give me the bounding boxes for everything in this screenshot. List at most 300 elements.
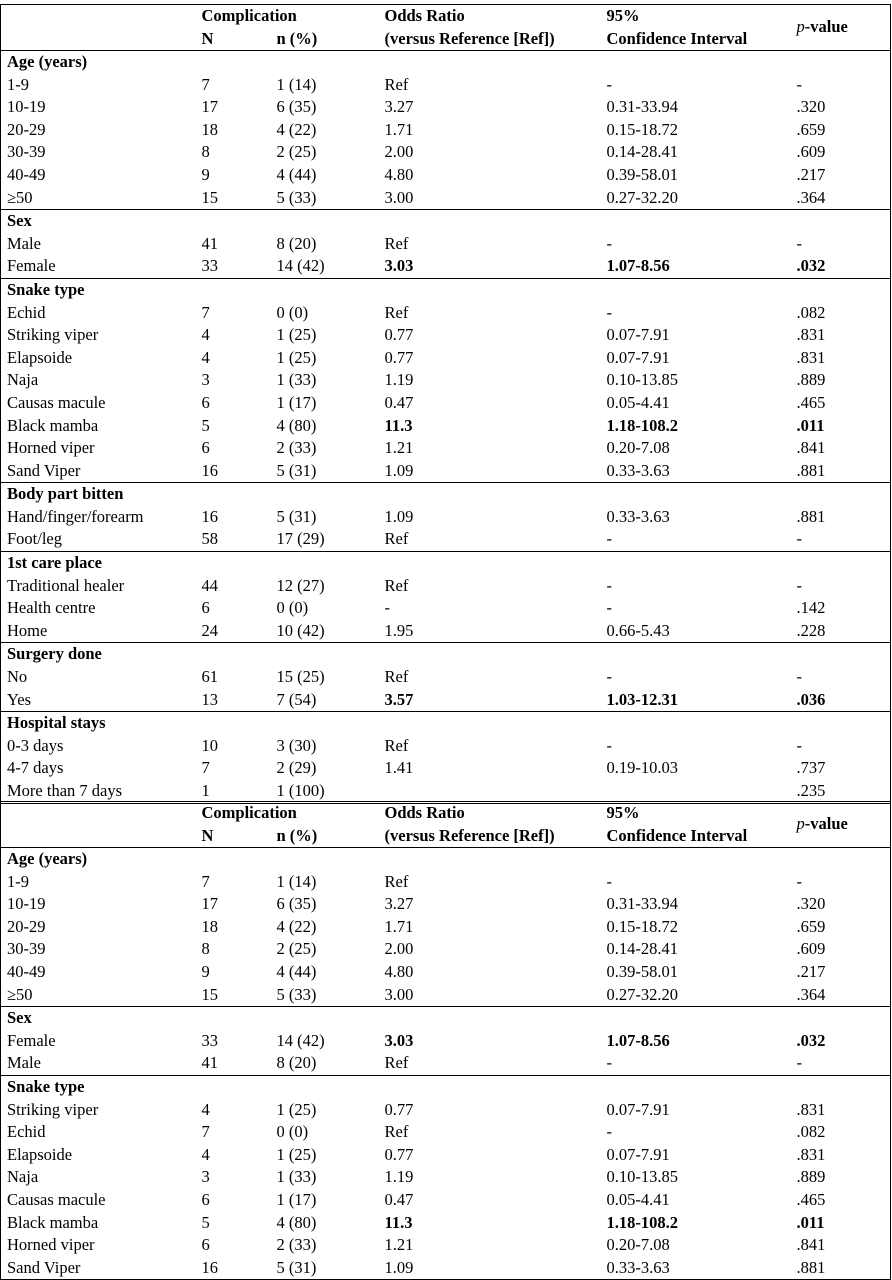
row-p-value: - (796, 575, 802, 595)
row-n: 7 (201, 871, 210, 891)
row-n-pct: 15 (25) (276, 667, 325, 687)
row-label: Black mamba (7, 1212, 99, 1232)
row-p-value: .659 (796, 916, 826, 936)
table-row (1, 1030, 891, 1053)
row-odds-ratio: 3.57 (384, 689, 414, 709)
header-row-2 (1, 28, 891, 51)
row-n: 5 (201, 415, 210, 435)
row-p-value: - (796, 233, 802, 253)
row-odds-ratio: 3.00 (384, 984, 414, 1004)
table-row (1, 597, 891, 620)
row-label: Striking viper (7, 325, 99, 345)
row-p-value: - (796, 871, 802, 891)
row-label: Echid (7, 1122, 46, 1142)
row-label: ≥50 (7, 984, 33, 1004)
row-label: Naja (7, 370, 39, 390)
section-title: Snake type (1, 278, 891, 301)
row-confidence-interval: 0.33-3.63 (606, 460, 670, 480)
row-odds-ratio: 1.09 (384, 506, 414, 526)
row-n-pct: 1 (14) (276, 871, 317, 891)
row-confidence-interval: 1.07-8.56 (606, 256, 670, 276)
row-n-pct: 10 (42) (276, 620, 325, 640)
row-n-pct: 5 (33) (276, 984, 317, 1004)
row-n-pct: 4 (22) (276, 119, 317, 139)
header-ci-percent: 95% (606, 6, 640, 25)
row-p-value: .036 (796, 689, 826, 709)
header-p-rest: -value (804, 814, 848, 834)
table-row (1, 187, 891, 210)
row-label: Sand Viper (7, 460, 81, 480)
row-p-value: .032 (796, 1030, 826, 1050)
row-odds-ratio: 11.3 (384, 415, 413, 435)
table-row (1, 1234, 891, 1257)
row-n: 1 (201, 781, 210, 800)
row-label: Horned viper (7, 1235, 95, 1255)
row-label: 0-3 days (7, 735, 64, 755)
row-odds-ratio: 0.77 (384, 1099, 414, 1119)
header-odds-ratio: Odds Ratio (384, 6, 465, 25)
table-row (1, 119, 891, 142)
row-confidence-interval: 0.07-7.91 (606, 1144, 670, 1164)
row-label: Horned viper (7, 438, 95, 458)
row-label: Causas macule (7, 1189, 106, 1209)
section-row (1, 552, 891, 575)
row-n-pct: 4 (22) (276, 916, 317, 936)
row-odds-ratio: Ref (384, 1122, 409, 1142)
header-blank (1, 825, 196, 848)
row-p-value: .320 (796, 97, 826, 117)
row-odds-ratio: 1.21 (384, 438, 414, 458)
row-n: 6 (201, 1189, 210, 1209)
section-row (1, 278, 891, 301)
header-n-pct: n (%) (271, 825, 379, 848)
row-odds-ratio: 0.77 (384, 325, 414, 345)
row-p-value: .364 (796, 187, 826, 207)
row-p-value: .659 (796, 119, 826, 139)
row-label: Female (7, 256, 56, 276)
header-p-rest: -value (804, 17, 848, 37)
row-n: 7 (201, 1122, 210, 1142)
row-odds-ratio: 11.3 (384, 1212, 413, 1232)
row-n-pct: 3 (30) (276, 735, 317, 755)
row-confidence-interval: - (606, 1122, 612, 1142)
row-label: 30-39 (7, 142, 46, 162)
row-n-pct: 8 (20) (276, 1053, 317, 1073)
row-n-pct: 1 (14) (276, 74, 317, 94)
row-p-value: .737 (796, 758, 826, 778)
table-row (1, 620, 891, 643)
table-row (1, 1099, 891, 1122)
header-blank (1, 28, 196, 51)
header-row-2 (1, 825, 891, 848)
header-confidence-interval: Confidence Interval (601, 825, 791, 848)
table-row (1, 735, 891, 758)
header-blank (1, 802, 196, 825)
row-p-value: .364 (796, 984, 826, 1004)
row-n-pct: 6 (35) (276, 894, 317, 914)
table-row (1, 460, 891, 483)
table-row (1, 437, 891, 460)
row-label: 30-39 (7, 939, 46, 959)
section-row (1, 643, 891, 666)
row-n: 24 (201, 620, 218, 640)
row-p-value: .032 (796, 256, 826, 276)
table-row (1, 74, 891, 97)
row-confidence-interval: 0.07-7.91 (606, 325, 670, 345)
row-odds-ratio: 1.19 (384, 370, 414, 390)
header-row-1 (1, 5, 891, 28)
row-odds-ratio: 1.71 (384, 119, 414, 139)
row-n: 4 (201, 1144, 210, 1164)
table-row (1, 415, 891, 438)
row-odds-ratio: 3.03 (384, 1030, 414, 1050)
header-p-italic: p (796, 17, 805, 37)
row-n: 8 (201, 939, 210, 959)
row-n: 33 (201, 1030, 218, 1050)
row-label: Male (7, 1053, 41, 1073)
table-row (1, 141, 891, 164)
row-n-pct: 1 (17) (276, 1189, 317, 1209)
row-p-value: - (796, 667, 802, 687)
table-row (1, 1052, 891, 1075)
row-n-pct: 2 (25) (276, 142, 317, 162)
row-confidence-interval: - (606, 871, 612, 891)
table-row (1, 1257, 891, 1280)
row-p-value: .235 (796, 781, 826, 800)
row-n: 4 (201, 347, 210, 367)
row-p-value: .320 (796, 894, 826, 914)
row-odds-ratio: 1.71 (384, 916, 414, 936)
row-odds-ratio: Ref (384, 529, 409, 549)
row-odds-ratio: Ref (384, 233, 409, 253)
row-n: 6 (201, 392, 210, 412)
row-n: 5 (201, 1212, 210, 1232)
section-row (1, 848, 891, 871)
row-p-value: .011 (796, 1212, 825, 1232)
table-row (1, 1121, 891, 1144)
table-row (1, 96, 891, 119)
row-odds-ratio: 1.09 (384, 1257, 414, 1277)
row-n: 18 (201, 119, 218, 139)
row-label: 20-29 (7, 916, 46, 936)
results-table-2 (0, 801, 891, 1280)
row-confidence-interval: - (606, 735, 612, 755)
row-n: 7 (201, 758, 210, 778)
row-n: 9 (201, 164, 210, 184)
row-n-pct: 5 (31) (276, 506, 317, 526)
table-row (1, 666, 891, 689)
row-label: 40-49 (7, 164, 46, 184)
table-row (1, 689, 891, 712)
row-p-value: - (796, 74, 802, 94)
row-p-value: .082 (796, 302, 826, 322)
header-complication: Complication (201, 6, 297, 25)
row-odds-ratio: 2.00 (384, 142, 414, 162)
row-p-value: .082 (796, 1122, 826, 1142)
row-label: Elapsoide (7, 1144, 73, 1164)
header-odds-ratio: Odds Ratio (384, 803, 465, 822)
table-row (1, 757, 891, 780)
row-label: Female (7, 1030, 56, 1050)
row-confidence-interval: 0.10-13.85 (606, 1167, 678, 1187)
row-odds-ratio: 3.27 (384, 894, 414, 914)
row-n-pct: 4 (44) (276, 164, 317, 184)
row-n-pct: 8 (20) (276, 233, 317, 253)
row-n: 6 (201, 598, 210, 618)
row-confidence-interval: 0.10-13.85 (606, 370, 678, 390)
row-label: Causas macule (7, 392, 106, 412)
section-title: Hospital stays (1, 712, 891, 735)
row-confidence-interval: - (606, 575, 612, 595)
row-odds-ratio: 4.80 (384, 961, 414, 981)
row-p-value: .889 (796, 1167, 826, 1187)
row-confidence-interval: 0.15-18.72 (606, 916, 678, 936)
row-p-value: .841 (796, 438, 826, 458)
table-row (1, 1212, 891, 1235)
header-confidence-interval: Confidence Interval (601, 28, 791, 51)
row-label: Foot/leg (7, 529, 63, 549)
row-odds-ratio: 0.47 (384, 1189, 414, 1209)
table-row (1, 347, 891, 370)
row-confidence-interval: 0.33-3.63 (606, 1257, 670, 1277)
row-n: 10 (201, 735, 218, 755)
row-confidence-interval: - (606, 74, 612, 94)
section-title: Sex (1, 210, 891, 233)
row-p-value: - (796, 735, 802, 755)
table-row (1, 392, 891, 415)
row-confidence-interval (601, 780, 791, 803)
row-odds-ratio: 1.19 (384, 1167, 414, 1187)
row-n-pct: 4 (80) (276, 1212, 317, 1232)
row-n: 3 (201, 370, 210, 390)
row-n-pct: 2 (25) (276, 939, 317, 959)
row-label: Elapsoide (7, 347, 73, 367)
row-confidence-interval: 0.07-7.91 (606, 347, 670, 367)
row-p-value: .831 (796, 325, 826, 345)
row-n-pct: 0 (0) (276, 1122, 309, 1142)
row-odds-ratio: Ref (384, 575, 409, 595)
row-n-pct: 2 (33) (276, 438, 317, 458)
row-p-value: - (796, 529, 802, 549)
row-n: 13 (201, 689, 218, 709)
row-odds-ratio: Ref (384, 302, 409, 322)
row-confidence-interval: 0.07-7.91 (606, 1099, 670, 1119)
section-row (1, 210, 891, 233)
row-n: 16 (201, 460, 218, 480)
row-n: 15 (201, 187, 218, 207)
table-row (1, 302, 891, 325)
row-odds-ratio: - (384, 598, 390, 618)
row-odds-ratio: Ref (384, 735, 409, 755)
row-n: 17 (201, 97, 218, 117)
row-label: Black mamba (7, 415, 99, 435)
row-p-value: .831 (796, 1144, 826, 1164)
row-n-pct: 2 (29) (276, 758, 317, 778)
row-label: 20-29 (7, 119, 46, 139)
row-confidence-interval: 0.39-58.01 (606, 961, 678, 981)
section-title: Age (years) (7, 52, 88, 71)
row-confidence-interval: 0.05-4.41 (606, 1189, 670, 1209)
table-row (1, 984, 891, 1007)
row-odds-ratio: 3.03 (384, 256, 414, 276)
row-n-pct: 7 (54) (276, 689, 317, 709)
header-odds-ratio-ref: (versus Reference [Ref]) (379, 825, 601, 848)
row-confidence-interval: 1.18-108.2 (606, 415, 678, 435)
row-label: Yes (7, 689, 32, 709)
row-confidence-interval: - (606, 667, 612, 687)
row-confidence-interval: 1.07-8.56 (606, 1030, 670, 1050)
section-title: 1st care place (1, 552, 891, 575)
row-confidence-interval: 1.03-12.31 (606, 689, 678, 709)
row-n-pct: 1 (25) (276, 347, 317, 367)
row-n: 7 (201, 74, 210, 94)
row-label: Naja (7, 1167, 39, 1187)
row-n-pct: 1 (17) (276, 392, 317, 412)
table-row (1, 233, 891, 256)
row-label: 1-9 (7, 74, 29, 94)
row-n: 15 (201, 984, 218, 1004)
row-n-pct: 6 (35) (276, 97, 317, 117)
header-complication: Complication (201, 803, 297, 822)
table-row (1, 506, 891, 529)
table-row (1, 893, 891, 916)
header-row-1 (1, 802, 891, 825)
row-n-pct: 1 (100) (276, 781, 325, 800)
row-n-pct: 5 (31) (276, 460, 317, 480)
row-p-value: .609 (796, 939, 826, 959)
header-ci-percent: 95% (606, 803, 640, 822)
row-n-pct: 1 (25) (276, 1144, 317, 1164)
row-odds-ratio: 2.00 (384, 939, 414, 959)
row-confidence-interval: 0.27-32.20 (606, 187, 678, 207)
row-p-value: .881 (796, 506, 826, 526)
row-odds-ratio: Ref (384, 74, 409, 94)
row-label: Health centre (7, 598, 96, 618)
row-n: 16 (201, 1257, 218, 1277)
row-n-pct: 14 (42) (276, 256, 325, 276)
row-p-value: .011 (796, 415, 825, 435)
row-n-pct: 1 (33) (276, 1167, 317, 1187)
row-p-value: .217 (796, 164, 826, 184)
row-n: 17 (201, 894, 218, 914)
row-n-pct: 1 (25) (276, 1099, 317, 1119)
row-odds-ratio: 3.00 (384, 187, 414, 207)
row-confidence-interval: 0.31-33.94 (606, 97, 678, 117)
row-odds-ratio: 0.47 (384, 392, 414, 412)
section-row (1, 712, 891, 735)
row-n: 4 (201, 1099, 210, 1119)
table-row (1, 575, 891, 598)
table-row (1, 780, 891, 803)
section-title: Sex (1, 1007, 891, 1030)
row-confidence-interval: - (606, 598, 612, 618)
row-odds-ratio: 3.27 (384, 97, 414, 117)
row-p-value: .831 (796, 347, 826, 367)
row-n-pct: 12 (27) (276, 575, 325, 595)
section-title: Age (years) (7, 849, 88, 868)
row-confidence-interval: - (606, 233, 612, 253)
row-label: 1-9 (7, 871, 29, 891)
row-n-pct: 2 (33) (276, 1235, 317, 1255)
results-table-1 (0, 4, 891, 804)
header-p-value (791, 5, 891, 51)
row-confidence-interval: 0.20-7.08 (606, 438, 670, 458)
header-p-value (791, 802, 891, 848)
row-odds-ratio: 0.77 (384, 347, 414, 367)
section-row (1, 483, 891, 506)
row-odds-ratio (379, 780, 601, 803)
row-p-value: .465 (796, 1189, 826, 1209)
row-p-value: .609 (796, 142, 826, 162)
row-n-pct: 0 (0) (276, 302, 309, 322)
row-n-pct: 14 (42) (276, 1030, 325, 1050)
row-n: 7 (201, 302, 210, 322)
row-label: Striking viper (7, 1099, 99, 1119)
section-title: Snake type (1, 1075, 891, 1098)
row-odds-ratio: 1.95 (384, 620, 414, 640)
row-label: Male (7, 233, 41, 253)
table-row (1, 871, 891, 894)
section-title: Surgery done (1, 643, 891, 666)
row-n-pct: 1 (33) (276, 370, 317, 390)
row-label: Sand Viper (7, 1257, 81, 1277)
row-n: 58 (201, 529, 218, 549)
row-n: 9 (201, 961, 210, 981)
table-row (1, 255, 891, 278)
section-row (1, 1007, 891, 1030)
row-n-pct: 0 (0) (276, 598, 309, 618)
row-confidence-interval: 0.31-33.94 (606, 894, 678, 914)
row-odds-ratio: Ref (384, 871, 409, 891)
row-label: No (7, 667, 28, 687)
table-row (1, 369, 891, 392)
section-row (1, 51, 891, 74)
table-row (1, 916, 891, 939)
row-label: Hand/finger/forearm (7, 506, 144, 526)
row-n: 41 (201, 1053, 218, 1073)
header-p-italic: p (796, 814, 805, 834)
header-n: N (196, 825, 271, 848)
row-label: 10-19 (7, 97, 46, 117)
row-n: 8 (201, 142, 210, 162)
row-confidence-interval: 1.18-108.2 (606, 1212, 678, 1232)
table-row (1, 961, 891, 984)
row-p-value: .228 (796, 620, 826, 640)
row-odds-ratio: 1.21 (384, 1235, 414, 1255)
row-confidence-interval: - (606, 1053, 612, 1073)
table-row (1, 528, 891, 551)
row-label: Echid (7, 302, 46, 322)
row-confidence-interval: - (606, 302, 612, 322)
row-confidence-interval: 0.14-28.41 (606, 142, 678, 162)
table-row (1, 1144, 891, 1167)
row-odds-ratio: 4.80 (384, 164, 414, 184)
row-n: 44 (201, 575, 218, 595)
table-row (1, 1189, 891, 1212)
row-confidence-interval: 0.19-10.03 (606, 758, 678, 778)
row-odds-ratio: Ref (384, 1053, 409, 1073)
header-blank (1, 5, 196, 28)
row-n: 6 (201, 1235, 210, 1255)
row-p-value: .881 (796, 460, 826, 480)
row-label: ≥50 (7, 187, 33, 207)
header-n: N (196, 28, 271, 51)
row-n-pct: 4 (44) (276, 961, 317, 981)
row-confidence-interval: 0.33-3.63 (606, 506, 670, 526)
row-p-value: .217 (796, 961, 826, 981)
header-odds-ratio-ref: (versus Reference [Ref]) (379, 28, 601, 51)
row-n-pct: 1 (25) (276, 325, 317, 345)
